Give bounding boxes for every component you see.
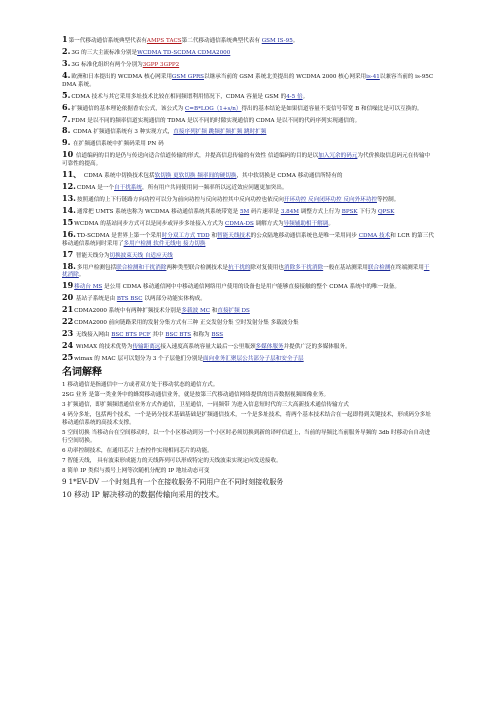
answer-text: BSS bbox=[211, 332, 224, 339]
question-text: 智能天线分为 bbox=[74, 252, 110, 259]
question-text: 第二代移动通信系统典型代表有 bbox=[181, 38, 262, 44]
document-content bbox=[62, 36, 434, 502]
question-text: CDMA2000 前向链路采用的发射分集方式有三种 正交发射分集 空时发射分集 多载波分集 bbox=[74, 320, 299, 327]
question-text: 以继承当前的 GSM 系统北美提出的 WCDMA 2000 核心网采用 bbox=[204, 73, 367, 80]
question-item bbox=[62, 342, 434, 352]
question-number: 14. bbox=[62, 204, 76, 215]
question-text: 是公用 CDMA 移动通信网中中移动通信网络用户使用的设备也是用户能够直接接触的整个 CDMA 系统中的唯一设备。 bbox=[102, 284, 400, 291]
question-item bbox=[62, 260, 434, 280]
question-item bbox=[62, 113, 434, 126]
answer-text: 自干扰系统 bbox=[114, 185, 142, 192]
question-text: 按照通信的上下行链路方向功控可以分为前向功控与反向功控其中反向功控也依反向 bbox=[76, 197, 284, 203]
question-text: 调整方式上行为 bbox=[299, 208, 342, 215]
fill-blank-list bbox=[62, 36, 434, 364]
question-item bbox=[62, 195, 434, 205]
question-text: 和 bbox=[209, 308, 218, 315]
answer-text: AMPS TACS bbox=[146, 38, 182, 44]
question-item bbox=[62, 171, 434, 181]
question-text: CDMA2000 系统中有两种扩频技术分别是 bbox=[74, 308, 182, 315]
question-item bbox=[62, 57, 434, 70]
glossary-item: 7 智能天线， 具有波束形成能力的天线阵列可以形成特定的天线波束实现定向发送接收。 bbox=[62, 457, 282, 464]
question-text: CDMA 系统中切换技术包括 bbox=[82, 173, 155, 180]
answer-text: 加入冗余的码元 bbox=[318, 153, 358, 160]
question-text: CDMA 技术与其它采用多址技术比较在相同频谱利用情况下，CDMA 容量是 GSM 的 bbox=[71, 93, 287, 100]
answer-text: 直接扩频 DS bbox=[217, 308, 250, 315]
question-text: 为代价换取信息码元在传输中可靠性的提高。 bbox=[62, 153, 431, 168]
question-text: 。 bbox=[302, 93, 309, 100]
glossary-item: 9 1*EV-DV 一个时刻具有一个在接收服务不同用户在不同时刻接收服务 bbox=[62, 478, 284, 487]
question-text: ，其中软切换是 CDMA 移动通信所特有的 bbox=[236, 173, 343, 180]
question-number: 17 bbox=[62, 248, 74, 259]
answer-text: C=B*LOG（1+s/n） bbox=[185, 105, 242, 112]
question-text: 多用户检测包括 bbox=[76, 264, 117, 271]
question-number: 19 bbox=[62, 280, 74, 291]
question-number: 24 bbox=[62, 340, 74, 351]
question-item bbox=[62, 89, 434, 102]
answer-text: 消除多干扰消除 bbox=[283, 264, 324, 271]
answer-text: 面向业务汇聚层 bbox=[202, 356, 243, 362]
answer-text: BSC BTS bbox=[165, 332, 192, 339]
question-text: WiMAX 的技术优势为 bbox=[74, 344, 133, 351]
answer-text: 公共部分子层 bbox=[242, 356, 276, 362]
answer-text: 切换波束天线 自适应天线 bbox=[109, 252, 173, 259]
glossary-item: 10 移动 IP 解决移动的数据传输向采用的技术。 bbox=[62, 489, 224, 499]
question-number: 20 bbox=[62, 292, 74, 303]
question-text: 两种类型联合检测技术是 bbox=[166, 264, 228, 271]
question-text: 基站子系统是由 bbox=[74, 296, 117, 303]
question-text: 。 bbox=[328, 220, 334, 227]
question-number: 6. bbox=[62, 101, 71, 112]
question-text: 3G 的三大主流标准分别是 bbox=[71, 49, 138, 56]
answer-text: 联合检测 bbox=[367, 264, 391, 271]
answer-text: 移动台 MS bbox=[74, 284, 103, 291]
answer-text: 联合检测和干扰消除 bbox=[116, 264, 167, 271]
answer-text: 传输距离远 bbox=[132, 344, 161, 351]
section-title: 名词解释 bbox=[62, 366, 102, 378]
question-text: 其中 bbox=[150, 332, 166, 339]
question-number: 5. bbox=[62, 89, 71, 100]
question-number: 2. bbox=[62, 45, 71, 56]
answer-text: 3GPP 3GPP2 bbox=[142, 61, 180, 68]
question-text: 的公众陆地移动通信系统也是唯一采用同步 bbox=[250, 232, 359, 239]
question-text: 接入速度高系统容量大最后一公里瓶颈 bbox=[160, 344, 256, 351]
question-text: CDMA 扩频通信系统有 3 种实现方式， bbox=[71, 129, 174, 136]
question-item bbox=[62, 282, 434, 292]
question-item bbox=[62, 36, 434, 46]
question-text: 和 LCR 的第三代移动通信系统同时采用了 bbox=[62, 232, 434, 247]
question-text: 在终端测采用 bbox=[390, 264, 424, 271]
question-number: 1 bbox=[62, 34, 68, 44]
answer-text: 软切换 更软切换 频率间的硬切换 bbox=[154, 173, 237, 180]
question-number: 13. bbox=[62, 193, 76, 203]
question-text: FDM 是以不同的频率信道实现通信的 TDMA 是以不同的时隙实现通信的 CDMA 是以不同的代码序列实现通信的。 bbox=[71, 117, 361, 124]
answer-text: is-41 bbox=[366, 73, 380, 80]
question-text: 一般在基站测采用 bbox=[323, 264, 368, 271]
question-text: 和 bbox=[209, 232, 218, 239]
answer-text: BSC BTS PCF bbox=[111, 332, 151, 339]
question-item bbox=[62, 306, 434, 316]
question-number: 25 bbox=[62, 352, 74, 362]
question-item bbox=[62, 228, 434, 248]
question-item bbox=[62, 204, 434, 217]
question-number: 15 bbox=[62, 216, 74, 227]
question-number: 23 bbox=[62, 328, 74, 339]
answer-text: 和安全子层 bbox=[275, 356, 304, 362]
question-number: 9. bbox=[62, 137, 71, 148]
answer-text: QPSK bbox=[377, 208, 395, 215]
glossary-item: 1 移动通信是指通信中一方或者双方处于移动状态的通信方式。 bbox=[62, 381, 219, 388]
question-text: 以兼容当前的 is-95CDMA 系统。 bbox=[62, 73, 434, 88]
question-item bbox=[62, 183, 434, 193]
question-text: wimax 的 MAC 层可以划分为 3 个子层他们分别是 bbox=[74, 356, 203, 362]
question-number: 3. bbox=[62, 57, 71, 68]
question-item bbox=[62, 45, 434, 58]
question-item bbox=[62, 216, 434, 229]
question-text: 欧洲和日本提出的 WCDMA 核心网采用 bbox=[71, 73, 172, 80]
glossary-item: 5 空间切换 当移动台在空间移动时，以一个小区移动到另一个小区时必须切换到新的译呼信道上，当前的导频比当前服务导频的 3db 时移动台自动进行空间切换。 bbox=[62, 429, 431, 444]
question-text: 调解方式为 bbox=[253, 220, 284, 227]
answer-text: 干扰消除 bbox=[62, 264, 430, 279]
question-text: 得出的基本结论是如果信道容量不变信号带宽 B 和信噪比是可以互换的。 bbox=[241, 105, 423, 112]
question-number: 21 bbox=[62, 304, 74, 315]
answer-text: 时分双工方式 TDD bbox=[161, 232, 210, 239]
question-text: 下行为 bbox=[357, 208, 378, 215]
question-item bbox=[62, 101, 434, 114]
glossary-list bbox=[62, 382, 434, 500]
question-text: 扩频通信的基本理论依据香农公式，该公式为 bbox=[71, 105, 186, 112]
question-item bbox=[62, 151, 434, 168]
question-text: 并提供广泛的多媒体服务。 bbox=[283, 344, 351, 351]
question-number: 11、 bbox=[62, 169, 82, 180]
question-item bbox=[62, 69, 434, 89]
answer-text: CDMA 技术 bbox=[358, 232, 391, 239]
question-item bbox=[62, 294, 434, 304]
answer-text: 多载波 MC bbox=[181, 308, 210, 315]
question-item bbox=[62, 354, 434, 364]
answer-text: BTS BSC bbox=[116, 296, 143, 303]
question-number: 7. bbox=[62, 113, 71, 124]
answer-text: 导频辅助相干解调 bbox=[283, 220, 329, 227]
question-item bbox=[62, 248, 434, 261]
question-text: 。 bbox=[78, 272, 85, 279]
answer-text: BPSK bbox=[341, 208, 358, 215]
question-text: 以两部分功能实体构成。 bbox=[142, 296, 206, 303]
question-text: 码片速率是 bbox=[249, 208, 281, 215]
glossary-item: 4 码分多址，包括两个技术，一个是码分技术基础基础是扩频通信技术，一个是多址技术，将两个基本技术结合在一起即得到关键技术，形成码分多址移动通信系统的高技术支撑。 bbox=[62, 412, 431, 426]
glossary-item: 8 简单 IP 类似与拨号上网等次随机分配的 IP 地址动态可变 bbox=[62, 468, 210, 475]
answer-text: CDMA-DS bbox=[225, 220, 254, 227]
question-text: 第一代移动通信系统典型代表有 bbox=[68, 38, 147, 44]
question-number: 22 bbox=[62, 316, 74, 327]
question-text: WCDMA 的基站同步方式可以是同步或异步多址接入方式为 bbox=[74, 220, 226, 227]
answer-text: GSM GPRS bbox=[171, 73, 205, 80]
question-text: 除对复使用也 bbox=[250, 264, 284, 271]
question-number: 12. bbox=[62, 181, 76, 192]
question-text: 通常把 UMTS 系统也称为 WCDMA 移动通信系统其系统带宽是 bbox=[76, 208, 240, 215]
answer-text: 抗干扰的 bbox=[228, 264, 251, 271]
answer-text: 直接序列扩频 跳频扩频扩频 跳时扩频 bbox=[173, 129, 267, 136]
question-item bbox=[62, 127, 434, 137]
question-text: TD-SCDMA 是世界上第一个采用 bbox=[76, 232, 162, 239]
question-text: CDMA 是一个 bbox=[76, 185, 115, 192]
question-item bbox=[62, 139, 434, 149]
question-text: 无线接入网由 bbox=[74, 332, 112, 339]
question-text: 3G 标准化组织有两个分别为 bbox=[71, 61, 143, 68]
question-text: 信道编码的目的是仍与传送向适合信道传输的形式，并提高信息传输的有效性 信道编码的目的是以 bbox=[74, 153, 319, 160]
glossary-item: 2SG 业务 是第一类业务中的蜂窝移动通信业务，就是按第三代移动通信网络提供的语音数据视频图像业务。 bbox=[62, 391, 330, 398]
answer-text: WCDMA TD-SCDMA CDMA2000 bbox=[137, 49, 231, 56]
answer-text: 4-5 倍 bbox=[286, 93, 303, 100]
question-number: 8. bbox=[62, 125, 71, 136]
answer-text: 多媒体服务 bbox=[255, 344, 284, 351]
answer-text: 智能天线技术 bbox=[217, 232, 251, 239]
answer-text: 多用户检测 软件无线电 接力切换 bbox=[123, 240, 206, 247]
answer-text: GSM IS-95 bbox=[261, 38, 293, 44]
question-number: 4. bbox=[62, 69, 71, 80]
glossary-item: 6 功率控制技术，在通用芯片上查控作实现相同芯片的功能。 bbox=[62, 447, 213, 454]
question-text: 等控制。 bbox=[376, 197, 400, 203]
question-number: 10 bbox=[62, 149, 74, 160]
question-text: 和称为 bbox=[191, 332, 212, 339]
question-text: ，所有用户共同使用同一频率所以远近效应问题更加突出。 bbox=[142, 185, 288, 192]
question-number: 16. bbox=[62, 228, 76, 239]
answer-text: 开环功控 反向闭环功控 反向外环功控 bbox=[283, 197, 377, 203]
question-text: 在扩频通信系统中扩频码采用 PN 码 bbox=[71, 141, 164, 148]
answer-text: 5M bbox=[239, 208, 250, 215]
question-number: 18. bbox=[62, 260, 76, 271]
glossary-item: 3 扩频通信，即扩频频谱通信业务方式作通信，卫星通信，一同频带 为进入信息短时代的三大高新技术通信传输方式 bbox=[62, 401, 349, 408]
question-item bbox=[62, 318, 434, 328]
question-text: 。 bbox=[292, 38, 299, 44]
answer-text: 3.84M bbox=[280, 208, 299, 215]
question-item bbox=[62, 330, 434, 340]
